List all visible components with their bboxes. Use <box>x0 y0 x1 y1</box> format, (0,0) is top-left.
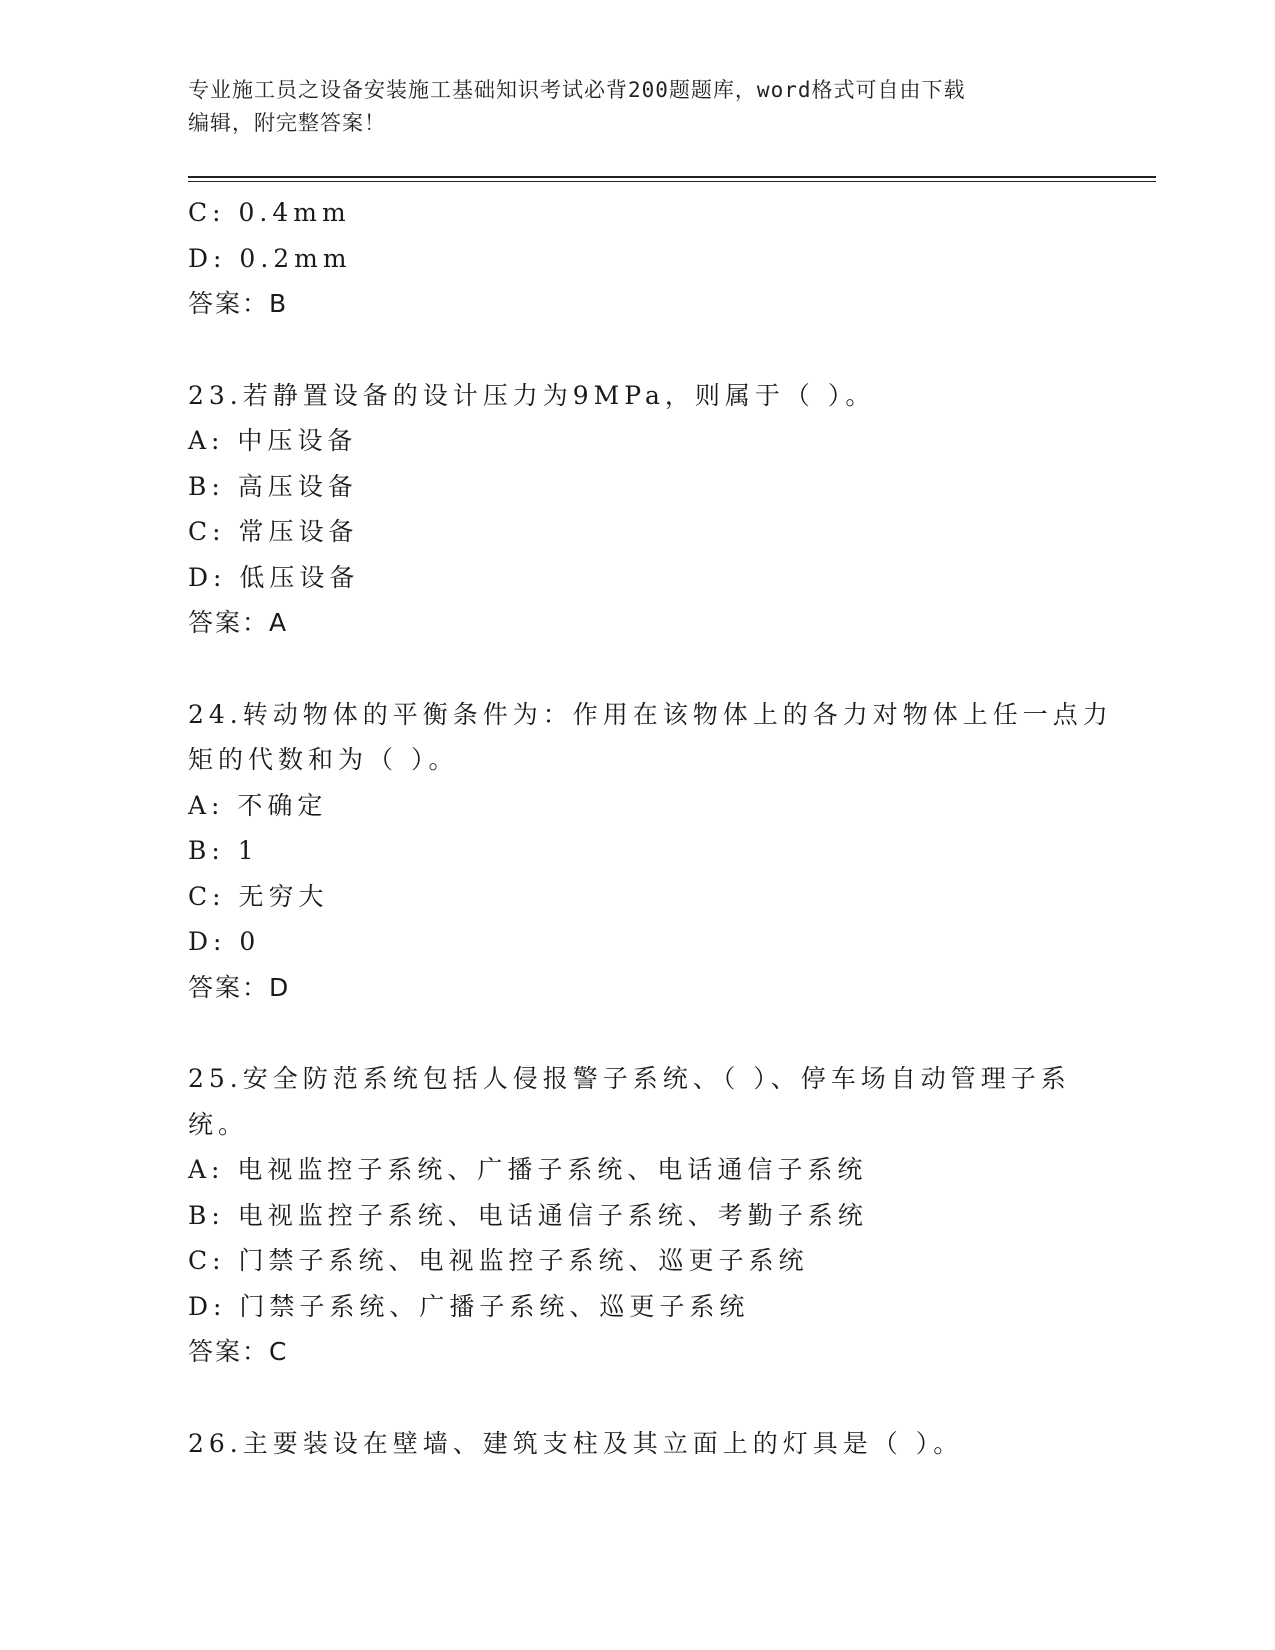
question-text: 23.若静置设备的设计压力为9MPa，则属于（ ）。 <box>188 380 876 410</box>
spacer <box>188 1375 1088 1421</box>
answer-line: 答案：A <box>188 608 289 637</box>
header-divider-thin <box>188 181 1156 182</box>
question-text: 25.安全防范系统包括人侵报警子系统、（ ）、停车场自动管理子系 <box>188 1064 1071 1093</box>
question-text-continued: 矩的代数和为（ ）。 <box>188 745 459 774</box>
question-block-23 <box>188 373 1088 646</box>
answer-line: 答案：C <box>188 1337 289 1366</box>
answer-line: 答案：B <box>188 289 289 318</box>
document-header <box>188 74 1068 140</box>
header-divider-thick <box>188 176 1156 178</box>
question-block-22-tail <box>188 190 1088 327</box>
header-title-line-1: 专业施工员之设备安装施工基础知识考试必背200题题库，word格式可自由下载 <box>188 78 966 102</box>
option-c: C: 0.4mm <box>188 198 351 227</box>
option-b: B: 电视监控子系统、电话通信子系统、考勤子系统 <box>188 1200 868 1230</box>
question-block-26 <box>188 1421 1088 1467</box>
option-d: D: 0 <box>188 927 261 956</box>
question-text-continued: 统。 <box>188 1109 249 1139</box>
answer-line: 答案：D <box>188 972 291 1002</box>
question-text: 24.转动物体的平衡条件为：作用在该物体上的各力对物体上任一点力 <box>188 699 1113 729</box>
option-c: C: 门禁子系统、电视监控子系统、巡更子系统 <box>188 1246 809 1275</box>
option-a: A: 中压设备 <box>188 426 358 455</box>
option-c: C: 常压设备 <box>188 517 359 546</box>
option-c: C: 无穷大 <box>188 881 329 911</box>
question-text: 26.主要装设在壁墙、建筑支柱及其立面上的灯具是（ ）。 <box>188 1428 964 1458</box>
question-block-24 <box>188 692 1113 1011</box>
spacer <box>188 1010 1088 1056</box>
option-d: D: 低压设备 <box>188 562 360 592</box>
option-d: D: 门禁子系统、广播子系统、巡更子系统 <box>188 1291 750 1321</box>
option-b: B: 1 <box>188 836 259 865</box>
option-a: A: 不确定 <box>188 790 328 820</box>
question-list <box>188 190 1113 1466</box>
option-b: B: 高压设备 <box>188 471 358 501</box>
spacer <box>188 327 1088 373</box>
option-d: D: 0.2mm <box>188 243 352 273</box>
header-title-line-2: 编辑，附完整答案！ <box>188 111 386 135</box>
option-a: A: 电视监控子系统、广播子系统、电话通信子系统 <box>188 1155 868 1184</box>
spacer <box>188 646 1088 692</box>
question-block-25 <box>188 1056 1088 1375</box>
